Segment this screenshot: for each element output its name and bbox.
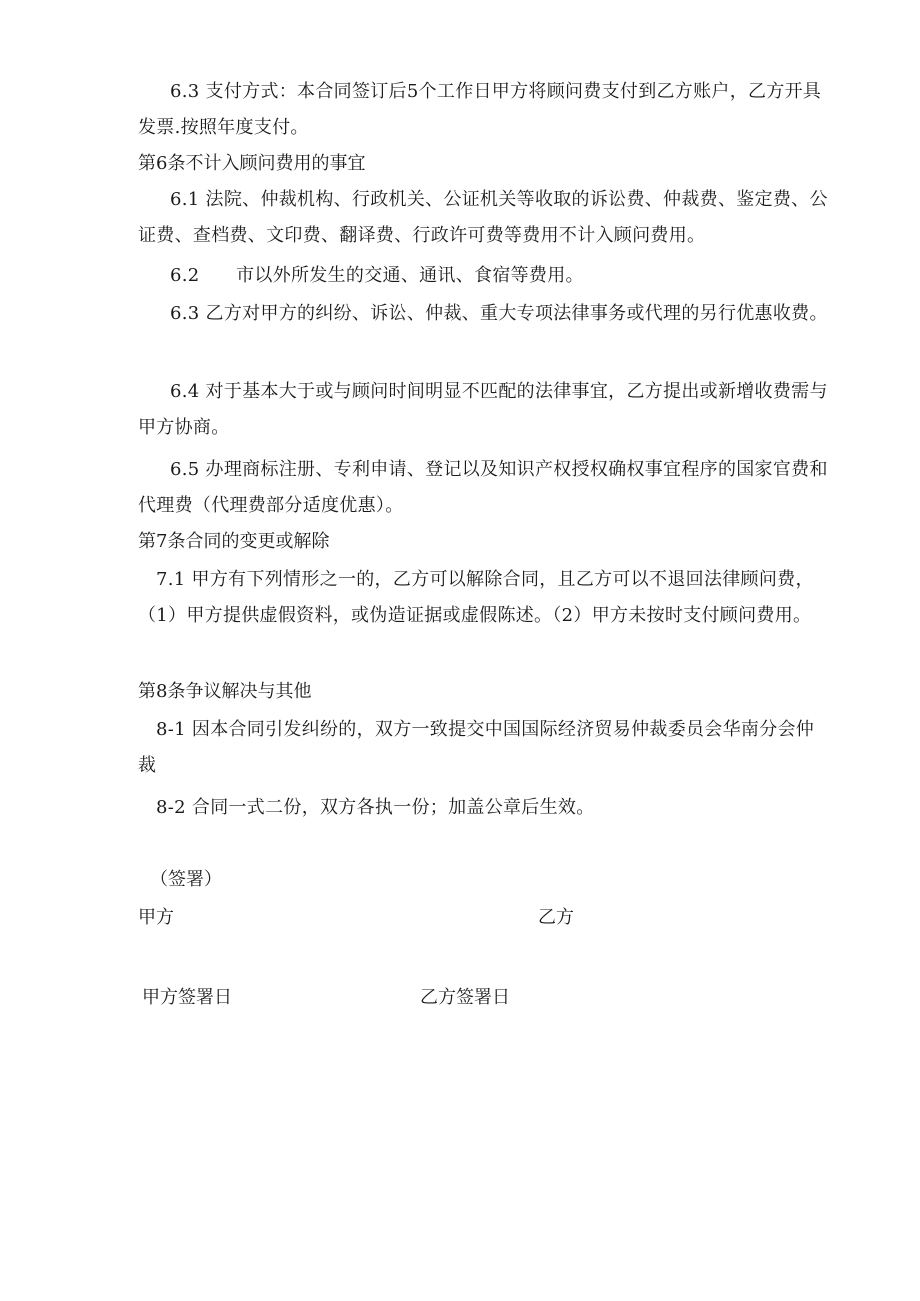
article-6-heading: 第6条不计入顾问费用的事宜 [138, 153, 366, 174]
clause-6-1: 6.1 法院、仲裁机构、行政机关、公证机关等收取的诉讼费、仲裁费、鉴定费、公证费、查档费、文印费、翻译费、行政许可费等费用不计入顾问费用。 [138, 189, 828, 246]
party-b-label: 乙方 [538, 907, 574, 928]
party-a-label: 甲方 [138, 907, 174, 928]
clause-7-1: 7.1 甲方有下列情形之一的，乙方可以解除合同，且乙方可以不退回法律顾问费，（1）甲方提供虚假资料，或伪造证据或虚假陈述。（2）甲方未按时支付顾问费用。 [138, 569, 814, 626]
signature-label: （签署） [150, 869, 222, 890]
article-7-heading: 第7条合同的变更或解除 [138, 531, 330, 552]
party-a-date-label: 甲方签署日 [142, 987, 232, 1008]
article-8-heading: 第8条争议解决与其他 [138, 681, 312, 702]
clause-6-3: 6.3 乙方对甲方的纠纷、诉讼、仲裁、重大专项法律事务或代理的另行优惠收费。 [170, 303, 828, 324]
party-b-date-label: 乙方签署日 [420, 987, 510, 1008]
clause-6-2: 6.2 市以外所发生的交通、通讯、食宿等费用。 [170, 265, 584, 286]
clause-8-1: 8-1 因本合同引发纠纷的，双方一致提交中国国际经济贸易仲裁委员会华南分会仲裁 [138, 719, 815, 776]
clause-6-5: 6.5 办理商标注册、专利申请、登记以及知识产权授权确权事宜程序的国家官费和代理费（代理费部分适度优惠）。 [138, 459, 828, 516]
clause-6-4: 6.4 对于基本大于或与顾问时间明显不匹配的法律事宜，乙方提出或新增收费需与甲方协商。 [138, 381, 828, 438]
clause-6-3-payment: 6.3 支付方式：本合同签订后5个工作日甲方将顾问费支付到乙方账户，乙方开具发票.按照年度支付。 [138, 81, 822, 138]
clause-8-2: 8-2 合同一式二份，双方各执一份；加盖公章后生效。 [156, 797, 595, 818]
